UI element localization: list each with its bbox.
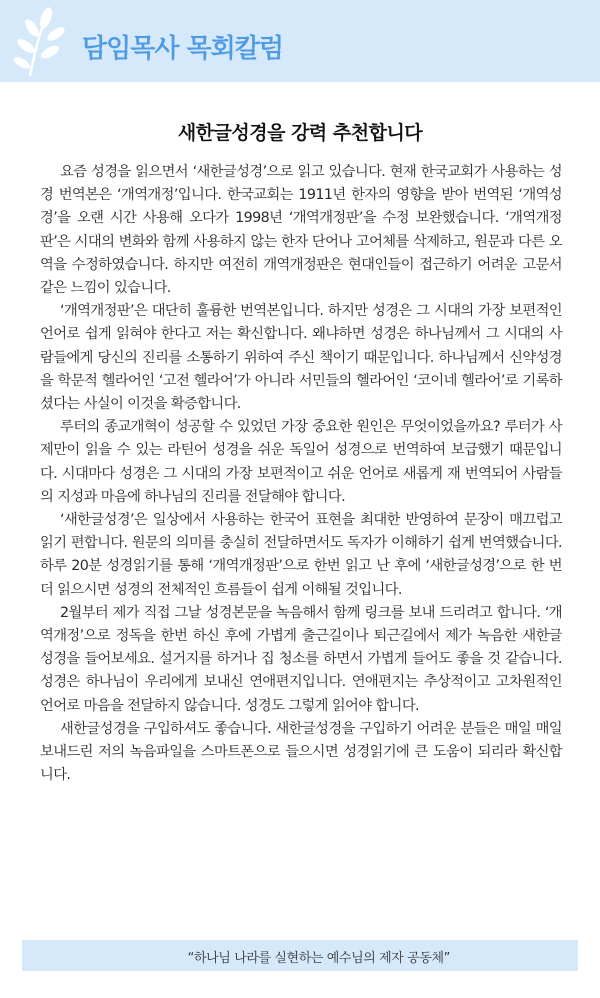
article-body bbox=[40, 161, 562, 787]
article-paragraph: 2월부터 제가 직접 그날 성경본문을 녹음해서 함께 링크를 보내 드리려고 합니다. ‘개역개정’으로 정독을 한번 하신 후에 가볍게 출근길이나 퇴근길에서 제가 녹음한 새한글 성경을 들어보세요. 설거지를 하거나 집 청소를 하면서 가볍게 들어도 좋을 것 같습니다. 성경은 하나님이 우리에게 보내신 연애편지입니다. 연애편지는 추상적이고 고차원적인 언어로 마음을 전달하지 않습니다. 성경도 그렇게 읽어야 합니다. bbox=[40, 604, 562, 714]
article-paragraph: 요즘 성경을 읽으면서 ‘새한글성경’으로 읽고 있습니다. 현재 한국교회가 사용하는 성경 번역본은 ‘개역개정’입니다. 한국교회는 1911년 한자의 영향을 받아 번역된 ‘개역성경’을 오랜 시간 사용해 오다가 1998년 ‘개역개정판’을 수정 보완했습니다. ‘개역개정판’은 시대의 변화와 함께 사용하지 않는 한자 단어나 고어체를 삭제하고, 원문과 다른 오역을 수정하였습니다. 하지만 여전히 개역개정판은 현대인들이 접근하기 어려운 고문서 같은 느낌이 있습니다. bbox=[40, 164, 562, 297]
article-paragraph: ‘새한글성경’은 일상에서 사용하는 한국어 표현을 최대한 반영하여 문장이 매끄럽고 읽기 편합니다. 원문의 의미를 충실히 전달하면서도 독자가 이해하기 쉽게 번역했습니다. 하루 20분 성경읽기를 통해 ‘개역개정판’으로 한번 읽고 난 후에 ‘새한글성경’으로 한 번 더 읽으시면 성경의 전체적인 흐름들이 쉽게 이해될 것입니다. bbox=[40, 512, 562, 598]
footer-motto: “하나님 나라를 실현하는 예수님의 제자 공동체” bbox=[187, 951, 450, 966]
column-title: 담임목사 목회칼럼 bbox=[82, 34, 283, 64]
article-paragraph: ‘개역개정판’은 대단히 훌륭한 번역본입니다. 하지만 성경은 그 시대의 가장 보편적인 언어로 쉽게 읽혀야 한다고 저는 확신합니다. 왜냐하면 성경은 하나님께서 그 시대의 사람들에게 당신의 진리를 소통하기 위하여 주신 책이기 때문입니다. 하나님께서 신약성경을 학문적 헬라어인 ‘고전 헬라어’가 아니라 서민들의 헬라어인 ‘코이네 헬라어’로 기록하셨다는 사실이 이것을 확증합니다. bbox=[40, 303, 562, 413]
column-header bbox=[0, 0, 600, 82]
leaf-branch-icon bbox=[8, 6, 74, 78]
article-paragraph: 새한글성경을 구입하셔도 좋습니다. 새한글성경을 구입하기 어려운 분들은 매일 매일 보내드린 저의 녹음파일을 스마트폰으로 들으시면 성경읽기에 큰 도움이 되리라 확신합니다. bbox=[40, 720, 562, 784]
article-title: 새한글성경을 강력 추천합니다 bbox=[177, 122, 423, 144]
article-paragraph: 루터의 종교개혁이 성공할 수 있었던 가장 중요한 원인은 무엇이었을까요? 루터가 사제만이 읽을 수 있는 라틴어 성경을 쉬운 독일어 성경으로 번역하여 보급했기 때문입니다. 시대마다 성경은 그 시대의 가장 보편적이고 쉬운 언어로 새롭게 재 번역되어 사람들의 지성과 마음에 하나님의 진리를 전달해야 합니다. bbox=[40, 419, 562, 505]
footer-banner bbox=[22, 940, 578, 971]
